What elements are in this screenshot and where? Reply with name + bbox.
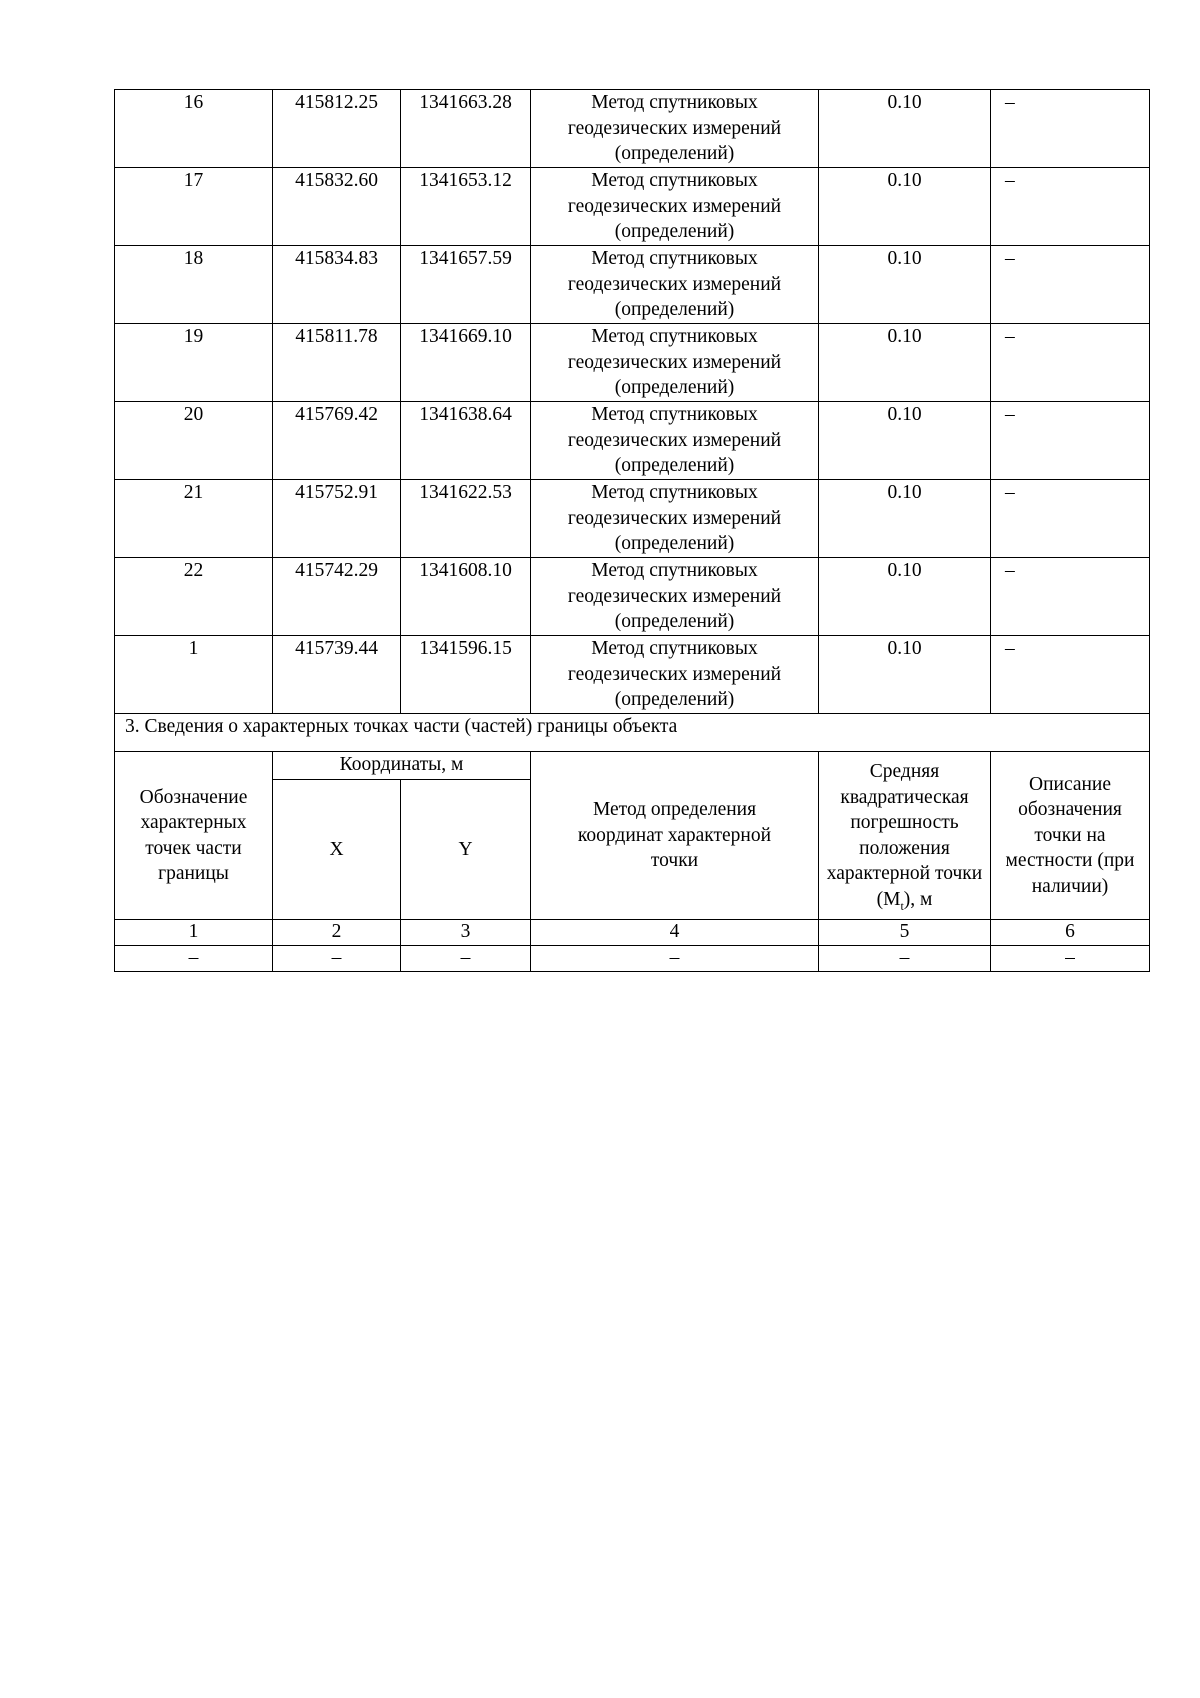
point-y: 1341622.53: [401, 480, 531, 558]
point-x: 415752.91: [273, 480, 401, 558]
boundary-points-table: [114, 89, 1150, 972]
point-method: [531, 402, 819, 480]
point-y: 1341663.28: [401, 90, 531, 168]
point-accuracy: 0.10: [819, 90, 991, 168]
header-y: Y: [401, 780, 531, 920]
empty-cell: –: [531, 946, 819, 972]
section-title: 3. Сведения о характерных точках части (частей) границы объекта: [115, 714, 1150, 752]
table-row: [115, 168, 1150, 246]
empty-cell: –: [819, 946, 991, 972]
header-designation-text: Обозначение характерных точек части границы: [139, 786, 248, 884]
point-description: –: [991, 246, 1150, 324]
header-coordinates: Координаты, м: [273, 752, 531, 780]
header-row: [115, 752, 1150, 780]
point-method-text: Метод спутниковых геодезических измерений (определений): [567, 326, 782, 398]
point-y: 1341669.10: [401, 324, 531, 402]
header-method-text: Метод определения координат характерной точки: [577, 799, 772, 872]
column-number: 3: [401, 920, 531, 946]
column-number: 4: [531, 920, 819, 946]
point-number: 20: [115, 402, 273, 480]
column-number: 1: [115, 920, 273, 946]
point-method: [531, 636, 819, 714]
table-row: [115, 402, 1150, 480]
point-x: 415834.83: [273, 246, 401, 324]
empty-cell: –: [273, 946, 401, 972]
point-description: –: [991, 480, 1150, 558]
table-row: [115, 324, 1150, 402]
point-method-text: Метод спутниковых геодезических измерений (определений): [567, 482, 782, 554]
empty-cell: –: [115, 946, 273, 972]
header-x: X: [273, 780, 401, 920]
header-designation: [115, 752, 273, 920]
empty-cell: –: [991, 946, 1150, 972]
table-row: [115, 90, 1150, 168]
table-row: [115, 558, 1150, 636]
point-method-text: Метод спутниковых геодезических измерений (определений): [567, 248, 782, 320]
point-method: [531, 324, 819, 402]
point-x: 415739.44: [273, 636, 401, 714]
point-number: 19: [115, 324, 273, 402]
point-accuracy: 0.10: [819, 324, 991, 402]
point-y: 1341657.59: [401, 246, 531, 324]
empty-row: [115, 946, 1150, 972]
point-method: [531, 246, 819, 324]
point-description: –: [991, 558, 1150, 636]
header-accuracy: [819, 752, 991, 920]
column-number: 6: [991, 920, 1150, 946]
header-accuracy-text: [819, 759, 990, 912]
point-method: [531, 558, 819, 636]
point-accuracy: 0.10: [819, 636, 991, 714]
point-method-text: Метод спутниковых геодезических измерений (определений): [567, 404, 782, 476]
header-description-text: Описание обозначения точки на местности (при наличии): [1005, 773, 1135, 897]
point-accuracy: 0.10: [819, 558, 991, 636]
point-description: –: [991, 324, 1150, 402]
point-x: 415742.29: [273, 558, 401, 636]
point-method: [531, 480, 819, 558]
point-x: 415811.78: [273, 324, 401, 402]
point-method: [531, 168, 819, 246]
table-row: [115, 480, 1150, 558]
column-number: 5: [819, 920, 991, 946]
point-accuracy: 0.10: [819, 168, 991, 246]
point-method-text: Метод спутниковых геодезических измерений (определений): [567, 560, 782, 632]
point-x: 415769.42: [273, 402, 401, 480]
point-accuracy: 0.10: [819, 246, 991, 324]
point-description: –: [991, 168, 1150, 246]
point-number: 17: [115, 168, 273, 246]
header-accuracy-sub: t: [900, 898, 904, 913]
point-description: –: [991, 636, 1150, 714]
point-number: 22: [115, 558, 273, 636]
column-number: 2: [273, 920, 401, 946]
point-y: 1341638.64: [401, 402, 531, 480]
point-y: 1341596.15: [401, 636, 531, 714]
point-method-text: Метод спутниковых геодезических измерений (определений): [567, 638, 782, 710]
point-description: –: [991, 90, 1150, 168]
point-y: 1341653.12: [401, 168, 531, 246]
point-method-text: Метод спутниковых геодезических измерений (определений): [567, 170, 782, 242]
header-method: [531, 752, 819, 920]
point-x: 415812.25: [273, 90, 401, 168]
point-method-text: Метод спутниковых геодезических измерений (определений): [567, 92, 782, 164]
column-numbers-row: [115, 920, 1150, 946]
point-number: 16: [115, 90, 273, 168]
header-accuracy-prefix: Средняя квадратическая погрешность положения характерной точки (M: [826, 761, 983, 910]
point-accuracy: 0.10: [819, 480, 991, 558]
point-accuracy: 0.10: [819, 402, 991, 480]
empty-cell: –: [401, 946, 531, 972]
point-method: [531, 90, 819, 168]
header-accuracy-suffix: ), м: [903, 888, 933, 910]
table-row: [115, 246, 1150, 324]
table-row: [115, 636, 1150, 714]
section-title-row: [115, 714, 1150, 752]
header-description: [991, 752, 1150, 920]
point-y: 1341608.10: [401, 558, 531, 636]
point-x: 415832.60: [273, 168, 401, 246]
point-description: –: [991, 402, 1150, 480]
point-number: 18: [115, 246, 273, 324]
point-number: 1: [115, 636, 273, 714]
point-number: 21: [115, 480, 273, 558]
